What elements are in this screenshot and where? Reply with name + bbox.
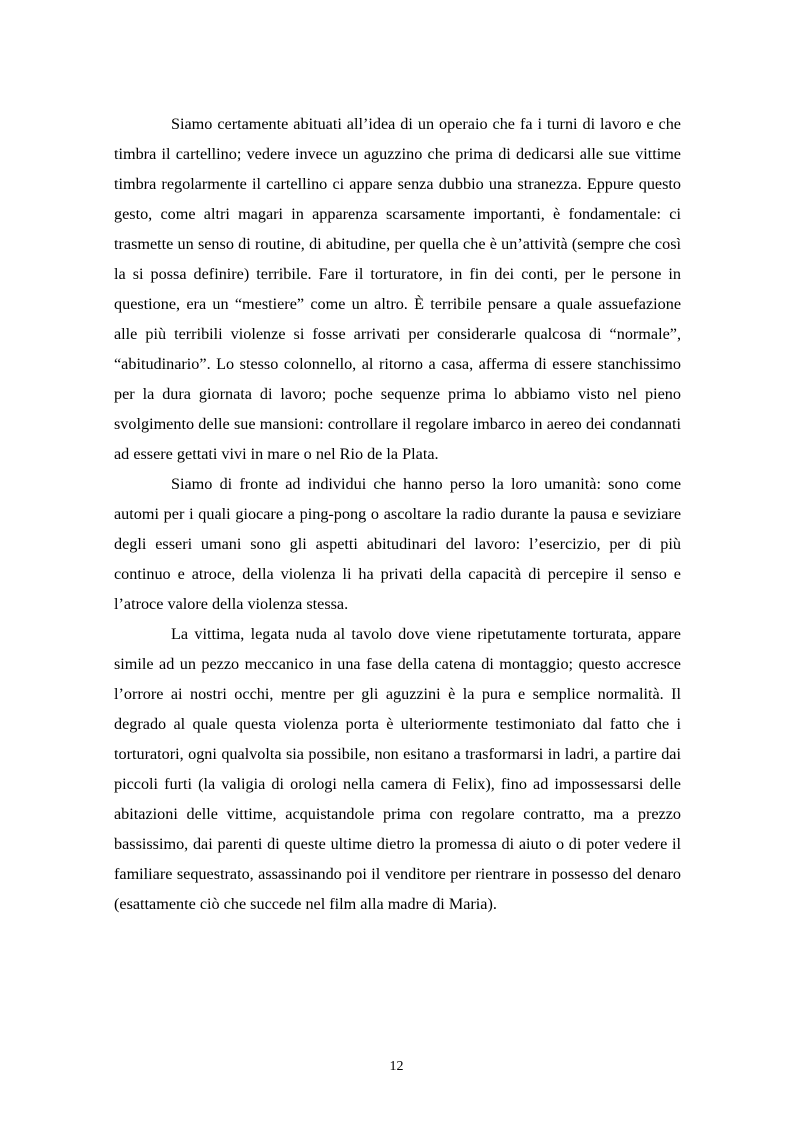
paragraph-2: Siamo di fronte ad individui che hanno perso la loro umanità: sono come automi per i quali giocare a ping-pong o ascoltare la radio durante la pausa e seviziare degli esseri umani sono gli aspetti abitudinari del lavoro: l’esercizio, per di più continuo e atroce, della violenza li ha privati della capacità di percepire il senso e l’atroce valore della violenza stessa. — [114, 475, 681, 613]
body-text — [114, 109, 681, 919]
paragraph-1: Siamo certamente abituati all’idea di un operaio che fa i turni di lavoro e che timbra il cartellino; vedere invece un aguzzino che prima di dedicarsi alle sue vittime timbra regolarmente il cartellino ci appare senza dubbio una stranezza. Eppure questo gesto, come altri magari in apparenza scarsamente importanti, è fondamentale: ci trasmette un senso di routine, di abitudine, per quella che è un’attività (sempre che così la si possa definire) terribile. Fare il torturatore, in fin dei conti, per le persone in questione, era un “mestiere” come un altro. È terribile pensare a quale assuefazione alle più terribili violenze si fosse arrivati per considerarle qualcosa di “normale”, “abitudinario”. Lo stesso colonnello, al ritorno a casa, afferma di essere stanchissimo per la dura giornata di lavoro; poche sequenze prima lo abbiamo visto nel pieno svolgimento delle sue mansioni: controllare il regolare imbarco in aereo dei condannati ad essere gettati vivi in mare o nel Rio de la Plata. — [114, 115, 681, 463]
page-number: 12 — [389, 1059, 404, 1074]
paragraph-3: La vittima, legata nuda al tavolo dove viene ripetutamente torturata, appare simile ad un pezzo meccanico in una fase della catena di montaggio; questo accresce l’orrore ai nostri occhi, mentre per gli aguzzini è la pura e semplice normalità. Il degrado al quale questa violenza porta è ulteriormente testimoniato dal fatto che i torturatori, ogni qualvolta sia possibile, non esitano a trasformarsi in ladri, a partire dai piccoli furti (la valigia di orologi nella camera di Felix), fino ad impossessarsi delle abitazioni delle vittime, acquistandole prima con regolare contratto, ma a prezzo bassissimo, dai parenti di queste ultime dietro la promessa di aiuto o di poter vedere il familiare sequestrato, assassinando poi il venditore per rientrare in possesso del denaro (esattamente ciò che succede nel film alla madre di Maria). — [114, 625, 681, 913]
